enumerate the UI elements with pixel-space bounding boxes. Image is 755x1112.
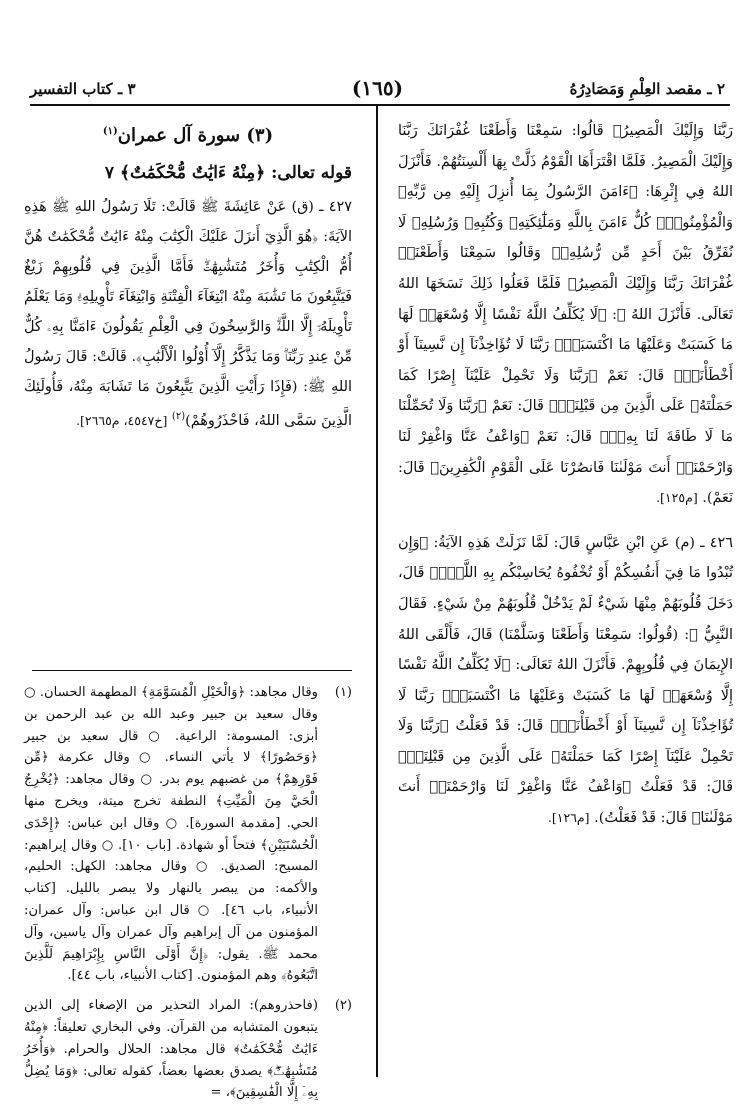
footnote-1 bbox=[24, 682, 352, 987]
footnote-2 bbox=[24, 995, 352, 1104]
surah-footnote-marker: (١) bbox=[102, 126, 118, 137]
footnote-1-number: (١) bbox=[334, 685, 352, 700]
hadith-427-text: ٤٢٧ ـ (ق) عَنْ عَائِشَةَ ﷺ قَالَتْ: تَلَا رَسُولُ اللهِ ﷺ هَذِهِ الآيَةَ: ﴿هُوَ الَّذِيٓ أَنزَلَ عَلَيْكَ الْكِتَٰبَ مِنْهُ ءَايَٰتٌ مُّحْكَمَٰتٌ هُنَّ أُمُّ الْكِتَٰبِ وَأُخَرُ مُتَشَٰبِهَٰتٌۖ فَأَمَّا الَّذِينَ فِي قُلُوبِهِمْ زَيْغٌ فَيَتَّبِعُونَ مَا تَشَٰبَهَ مِنْهُ ابْتِغَآءَ الْفِتْنَةِ وَابْتِغَآءَ تَأْوِيلِهِۦۗ وَمَا يَعْلَمُ تَأْوِيلَهُۥٓ إِلَّا اللَّهُۗ وَالرَّٰسِخُونَ فِي الْعِلْمِ يَقُولُونَ ءَامَنَّا بِهِۦ كُلٌّ مِّنْ عِندِ رَبِّنَاۗ وَمَا يَذَّكَّرُ إِلَّآ أُوْلُوا الْأَلْبَٰبِ﴾. قَالَتْ: قَالَ رَسُولُ اللهِ ﷺ: (فَإِذَا رَأَيْتِ الَّذِينَ يَتَّبِعُونَ مَا تَشَابَهَ مِنْهُ، فَأُولَئِكَ الَّذِينَ سَمَّى اللهُ، فَاحْذَرُوهُمْ) bbox=[24, 199, 352, 429]
hadith-425-reference: [م١٢٥]. bbox=[656, 490, 698, 506]
hadith-426-text: ٤٢٦ ـ (م) عَنِ ابْنِ عَبَّاسٍ قَالَ: لَمَّا نَزَلَتْ هَذِهِ الآيَةُ: ﴿وَإِن تُبْدُوا مَا فِيٓ أَنفُسِكُمْ أَوْ تُخْفُوهُ يُحَاسِبْكُم بِهِ اللَّهُۖ﴾ قَالَ، دَخَلَ قُلُوبَهُمْ مِنْهَا شَيْءٌ لَمْ يَدْخُلْ قُلُوبَهُمْ مِنْ شَيْءٍ. فَقَالَ النَّبِيُّ ﷺ: (قُولُوا: سَمِعْنَا وَأَطَعْنَا وَسَلَّمْنَا) قَالَ، فَأَلْقَى اللهُ الإِيمَانَ فِي قُلُوبِهِمْ. فَأَنْزَلَ اللهُ تَعَالَى: ﴿لَا يُكَلِّفُ اللَّهُ نَفْسًا إِلَّا وُسْعَهَاۚ لَهَا مَا كَسَبَتْ وَعَلَيْهَا مَا اكْتَسَبَتْۗ رَبَّنَا لَا تُؤَاخِذْنَآ إِن نَّسِينَآ أَوْ أَخْطَأْنَاۚ﴾ قَالَ: قَدْ فَعَلْتُ ﴿رَبَّنَا وَلَا تَحْمِلْ عَلَيْنَآ إِصْرًا كَمَا حَمَلْتَهُۥ عَلَى الَّذِينَ مِن قَبْلِنَاۚ﴾ قَالَ: قَدْ فَعَلْتُ ﴿وَاعْفُ عَنَّا وَاغْفِرْ لَنَا وَارْحَمْنَآۚ أَنتَ مَوْلَىٰنَا﴾ قَالَ: قَدْ فَعَلْتُ). bbox=[398, 534, 733, 827]
column-divider bbox=[376, 104, 378, 1077]
book-title: ٣ ـ كتاب التفسير bbox=[30, 80, 136, 98]
right-column bbox=[398, 116, 733, 834]
verse-heading: قوله تعالى: ﴿مِنْهُ ءَايَٰتٌ مُّحْكَمَٰتٌ﴾ ٧ bbox=[104, 163, 352, 183]
hadith-427-footnote-marker: (٢) bbox=[171, 411, 186, 422]
left-column bbox=[24, 116, 352, 436]
footnotes bbox=[24, 682, 352, 1112]
footnote-1-text: وقال مجاهد: ﴿وَالْخَيْلِ الْمُسَوَّمَةِ﴾ المطهمة الحسان. ○ وقال سعيد بن جبير وعبد الله بن عبد الرحمن بن أبزى: المسومة: الراعية. ○ قال سعيد بن جبير ﴿وَحَصُورًا﴾ لا يأتي النساء. ○ وقال عكرمة ﴿مِّن فَوْرِهِمْ﴾ من غضبهم يوم بدر. ○ وقال مجاهد: ﴿يُخْرِجُ الْحَيَّ مِنَ الْمَيِّتِ﴾ النطفة تخرج ميتة، ويخرج منها الحي. [مقدمة السورة]. ○ وقال ابن عباس: ﴿إِحْدَى الْحُسْنَيَيْنِ﴾ فتحاً أو شهادة. [باب ١٠]. ○ وقال إبراهيم: المسيح: الصديق. ○ وقال مجاهد: الكهل: الحليم، والأكمه: من يبصر بالنهار ولا يبصر بالليل. [كتاب الأنبياء، باب ٤٦]. ○ قال ابن عباس: وآل عمران: المؤمنون من آل إبراهيم وآل عمران وآل ياسين، وآل محمد ﷺ. يقول: ﴿إِنَّ أَوْلَى النَّاسِ بِإِبْرَاهِيمَ لَلَّذِينَ اتَّبَعُوهُ﴾ وهم المؤمنون. [كتاب الأنبياء، باب ٤٤]. bbox=[24, 685, 318, 984]
surah-heading bbox=[24, 116, 352, 152]
hadith-427-reference: [خ٤٥٤٧، م٢٦٦٥]. bbox=[76, 412, 168, 428]
hadith-427 bbox=[24, 192, 352, 436]
footnote-2-number: (٢) bbox=[334, 998, 352, 1014]
running-header bbox=[30, 74, 725, 108]
page-number: (١٦٥) bbox=[351, 76, 404, 100]
hadith-425-text: رَبَّنَا وَإِلَيْكَ الْمَصِيرُ﴾ قَالُوا: سَمِعْنَا وَأَطَعْنَا غُفْرَانَكَ رَبَّنَا وَإِلَيْكَ الْمَصِيرُ. فَلَمَّا اقْتَرَأَهَا الْقَوْمُ ذَلَّتْ بِهَا أَلْسِنَتُهُمْ. فَأَنْزَلَ اللهُ فِي إِثْرِهَا: ﴿ءَامَنَ الرَّسُولُ بِمَا أُنزِلَ إِلَيْهِ مِن رَّبِّهِۦ وَالْمُؤْمِنُونَۚ كُلٌّ ءَامَنَ بِاللَّهِ وَمَلَٰٓئِكَتِهِۦ وَكُتُبِهِۦ وَرُسُلِهِۦ لَا نُفَرِّقُ بَيْنَ أَحَدٍ مِّن رُّسُلِهِۦۚ وَقَالُوا سَمِعْنَا وَأَطَعْنَاۖ غُفْرَانَكَ رَبَّنَا وَإِلَيْكَ الْمَصِيرُ﴾ فَلَمَّا فَعَلُوا ذَلِكَ نَسَخَهَا اللهُ تَعَالَى. فَأَنْزَلَ اللهُ ﷺ: ﴿لَا يُكَلِّفُ اللَّهُ نَفْسًا إِلَّا وُسْعَهَاۚ لَهَا مَا كَسَبَتْ وَعَلَيْهَا مَا اكْتَسَبَتْۗ رَبَّنَا لَا تُؤَاخِذْنَآ إِن نَّسِينَآ أَوْ أَخْطَأْنَاۚ﴾ قَالَ: نَعَمْ ﴿رَبَّنَا وَلَا تَحْمِلْ عَلَيْنَآ إِصْرًا كَمَا حَمَلْتَهُۥ عَلَى الَّذِينَ مِن قَبْلِنَاۚ﴾ قَالَ: نَعَمْ ﴿رَبَّنَا وَلَا تُحَمِّلْنَا مَا لَا طَاقَةَ لَنَا بِهِۦۖ﴾ قَالَ: نَعَمْ ﴿وَاعْفُ عَنَّا وَاغْفِرْ لَنَا وَارْحَمْنَآۚ أَنتَ مَوْلَىٰنَا فَانصُرْنَا عَلَى الْقَوْمِ الْكَٰفِرِينَ﴾ قَالَ: نَعَمْ). bbox=[398, 123, 733, 507]
hadith-426 bbox=[398, 528, 733, 834]
chapter-title: ٢ ـ مقصد العِلْمِ وَمَصَادِرُهُ bbox=[569, 80, 725, 98]
header-rule bbox=[30, 104, 730, 106]
hadith-425-continuation bbox=[398, 116, 733, 514]
surah-title: (٣) سورة آل عمران bbox=[117, 125, 274, 146]
footnote-rule bbox=[32, 670, 352, 671]
footnote-2-text: (فاحذروهم): المراد التحذير من الإصغاء إلى الذين يتبعون المتشابه من القرآن. وفي البخاري تعليقاً: ﴿مِنْهُ ءَايَٰتٌ مُّحْكَمَٰتٌ﴾ قال مجاهد: الحلال والحرام. ﴿وَأُخَرُ مُتَشَٰبِهَٰتٌۖ﴾ يصدق بعضها بعضاً، كقوله تعالى: ﴿وَمَا يُضِلُّ بِهِۦٓ إِلَّا الْفَٰسِقِينَ﴾، = bbox=[24, 998, 318, 1101]
hadith-426-reference: [م١٢٦]. bbox=[547, 810, 590, 826]
